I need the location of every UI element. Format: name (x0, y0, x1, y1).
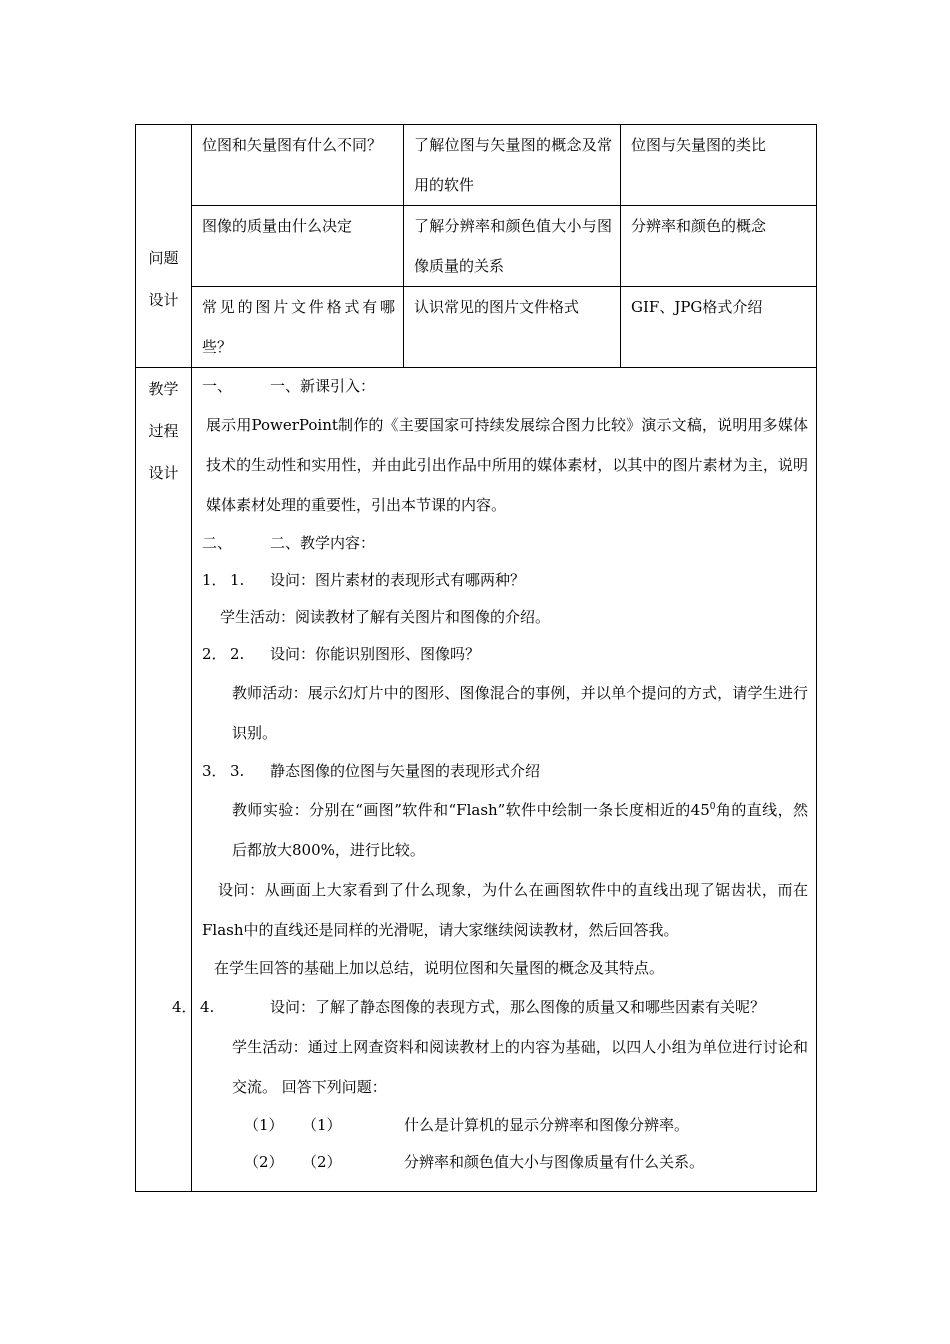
sub2-text: 分辨率和颜色值大小与图像质量有什么关系。 (404, 1153, 705, 1171)
item3-number-b: 3. (230, 762, 245, 780)
question-cell (192, 206, 404, 287)
item2-number-a: 2． (202, 645, 227, 663)
sub-question-1 (202, 1107, 808, 1144)
method-cell (621, 125, 817, 206)
item1-number-a: 1． (202, 571, 227, 589)
item1-text: 设问：图片素材的表现形式有哪两种？ (270, 571, 526, 589)
question-text: 位图和矢量图有什么不同？ (202, 136, 383, 154)
objective-text: 了解分辨率和颜色值大小与图像质量的关系 (414, 217, 612, 275)
question-cell (192, 287, 404, 368)
item2-line (202, 636, 808, 673)
item3-text: 静态图像的位图与矢量图的表现形式介绍 (270, 762, 541, 780)
process-design-label-cell (136, 368, 192, 1192)
method-text: 分辨率和颜色的概念 (631, 217, 767, 235)
section1-number: 一、 (202, 377, 233, 395)
item3-experiment (202, 790, 808, 870)
question-cell (192, 125, 404, 206)
question-text: 图像的质量由什么决定 (202, 217, 353, 235)
item4-text: 设问：了解了静态图像的表现方式，那么图像的质量又和哪些因素有关呢？ (270, 998, 766, 1016)
method-cell (621, 206, 817, 287)
method-text: 位图与矢量图的类比 (631, 136, 767, 154)
sub1-text: 什么是计算机的显示分辨率和图像分辨率。 (404, 1116, 690, 1134)
item3-summary: 在学生回答的基础上加以总结，说明位图和矢量图的概念及其特点。 (214, 959, 665, 977)
objective-cell (404, 287, 621, 368)
process-label-line2: 过程 (148, 422, 179, 440)
intro-paragraph: 展示用PowerPoint制作的《主要国家可持续发展综合图力比较》演示文稿，说明用多媒体技术的生动性和实用性，并由此引出作品中所用的媒体素材，以其中的图片素材为主，说明媒体素材处理的重要性，引出本节课的内容。 (206, 416, 808, 514)
section2-title: 二、教学内容： (270, 534, 376, 552)
process-row (136, 368, 817, 1192)
problem-label-line2: 设计 (148, 291, 179, 309)
method-text: GIF、JPG格式介绍 (631, 298, 763, 316)
problem-row (136, 125, 817, 206)
objective-cell (404, 125, 621, 206)
sub1-number-b: （1） (302, 1116, 342, 1134)
item2-activity: 教师活动：展示幻灯片中的图形、图像混合的事例，并以单个提问的方式，请学生进行识别。 (232, 684, 808, 742)
objective-cell (404, 206, 621, 287)
item1-line (202, 562, 808, 599)
item1-activity: 学生活动：阅读教材了解有关图片和图像的介绍。 (220, 608, 551, 626)
process-label-line3: 设计 (148, 464, 179, 482)
method-cell (621, 287, 817, 368)
item4-number-b: 4. (200, 998, 215, 1016)
objective-text: 了解位图与矢量图的概念及常用的软件 (414, 136, 612, 194)
objective-text: 认识常见的图片文件格式 (414, 298, 580, 316)
process-label-line1: 教学 (148, 380, 179, 398)
problem-row (136, 287, 817, 368)
problem-design-label-cell (136, 125, 192, 368)
section1-heading (202, 368, 808, 405)
lesson-plan-table (135, 124, 817, 1192)
problem-row (136, 206, 817, 287)
problem-label-line1: 问题 (148, 249, 179, 267)
sub-question-2 (202, 1144, 808, 1181)
sub2-number-a: （2） (244, 1153, 284, 1171)
process-content (172, 368, 816, 1191)
item3-experiment-sup: 0 (709, 802, 716, 812)
sub1-number-a: （1） (244, 1116, 284, 1134)
item4-line (172, 987, 808, 1027)
section2-number: 二、 (202, 534, 233, 552)
item1-number-b: 1. (230, 571, 245, 589)
sub2-number-b: （2） (302, 1153, 342, 1171)
item3-number-a: 3． (202, 762, 227, 780)
item3-experiment-before: 教师实验：分别在“画图”软件和“Flash”软件中绘制一条长度相近的45 (232, 801, 710, 819)
item2-text: 设问：你能识别图形、图像吗？ (270, 645, 481, 663)
process-content-cell (172, 368, 817, 1192)
section1-title: 一、新课引入： (270, 377, 376, 395)
item3-line (202, 753, 808, 790)
item3-question: 设问：从画面上大家看到了什么现象，为什么在画图软件中的直线出现了锯齿状，而在Flash中的直线还是同样的光滑呢，请大家继续阅读教材，然后回答我。 (202, 881, 808, 939)
question-text: 常见的图片文件格式有哪些？ (202, 298, 395, 356)
item4-activity: 学生活动：通过上网查资料和阅读教材上的内容为基础，以四人小组为单位进行讨论和交流。 回答下列问题： (232, 1038, 808, 1096)
item2-number-b: 2. (230, 645, 245, 663)
item4-number-a: 4． (172, 998, 197, 1016)
section2-heading (202, 525, 808, 562)
item3-experiment-after: 角的直线，然后都放大800%，进行比较。 (232, 801, 808, 859)
